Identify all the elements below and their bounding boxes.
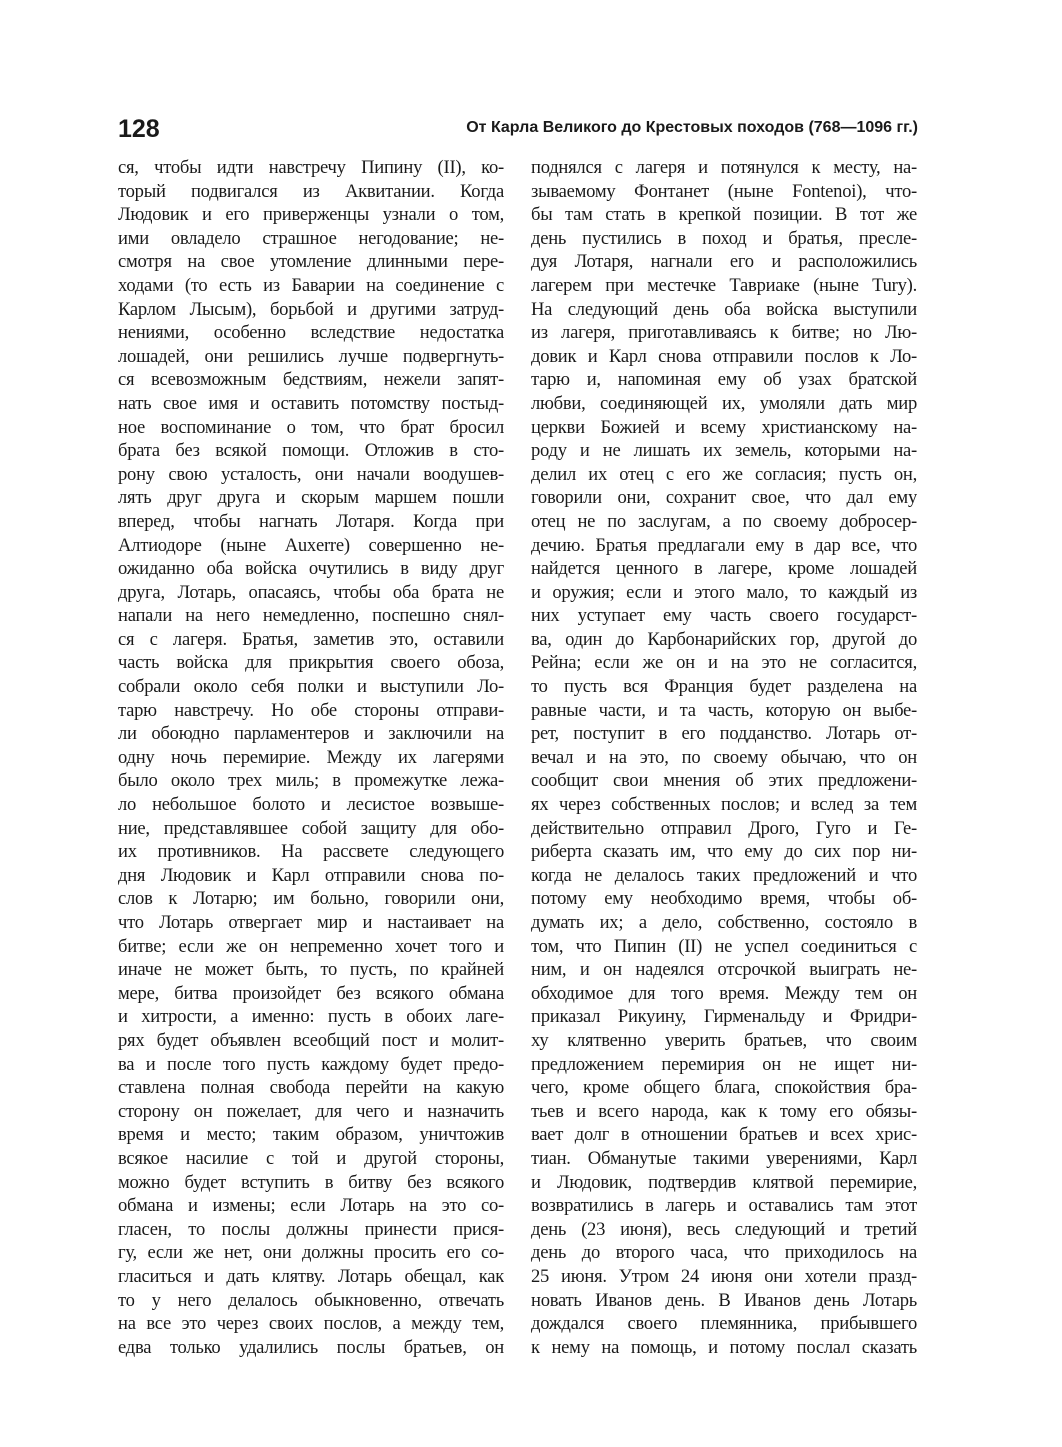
text-column-right <box>531 156 917 1359</box>
text-line: них уступает ему часть своего государст- <box>531 605 917 627</box>
text-line: дня Людовик и Карл отправили снова по- <box>118 864 504 886</box>
text-line: ся, чтобы идти навстречу Пипину (II), ко- <box>118 157 504 178</box>
text-line: одну ночь перемирие. Между их лагерями <box>118 746 504 768</box>
text-line: вает долг в отношении братьев и всех хрис- <box>531 1124 917 1146</box>
text-line: ное воспоминание о том, что брат бросил <box>118 416 504 438</box>
text-line: Алтиодоре (ныне Auxerre) совершенно не- <box>118 534 504 556</box>
text-line: ожиданно оба войска очутились в виду друг <box>118 558 504 580</box>
text-line: предложением перемирия он не ищет ни- <box>531 1053 917 1075</box>
text-line: когда не делалось таких предложений и что <box>531 864 917 886</box>
text-line: время и место; таким образом, уничтожив <box>118 1124 504 1146</box>
text-line: напали на него немедленно, поспешно снял- <box>118 605 504 627</box>
text-line: нениями, особенно вследствие недостатка <box>118 322 504 344</box>
text-line: друга, Лотарь, опасаясь, чтобы оба брата не <box>118 581 504 603</box>
text-line: слов к Лотарю; им больно, говорили они, <box>118 888 504 910</box>
text-line: на все это через своих послов, а между тем, <box>118 1313 504 1335</box>
text-line: день (23 июня), весь следующий и третий <box>531 1218 917 1240</box>
text-line: битве; если же он непременно хочет того и <box>118 935 504 957</box>
text-line: и хитрости, а именно: пусть в обоих лаге- <box>118 1006 504 1028</box>
text-line: любви, соединяющей их, умоляли дать мир <box>531 392 917 414</box>
text-line: ли обоюдно парламентеров и заключили на <box>118 723 504 745</box>
text-line: ва, один до Карбонарийских гор, другой до <box>531 628 917 650</box>
text-line: бы там стать в крепкой позиции. В тот же <box>531 204 917 226</box>
text-line: роду и не лишать их земель, которыми на- <box>531 440 917 462</box>
text-line: что Лотарь отвергает мир и настаивает на <box>118 912 504 933</box>
text-line: чего, кроме общего блага, спокойствия бра- <box>531 1077 917 1099</box>
text-line: ставлена полная свобода перейти на какую <box>118 1077 504 1099</box>
page-number: 128 <box>118 115 160 143</box>
text-line: ях через собственных послов; и вслед за тем <box>531 794 917 816</box>
text-line: дождался своего племянника, прибывшего <box>531 1313 917 1335</box>
text-line: ним, и он надеялся отсрочкой выиграть не- <box>531 959 917 981</box>
text-column-left <box>118 156 504 1359</box>
text-line: обмана и измены; если Лотарь на это со- <box>118 1195 504 1217</box>
text-line: ние, представлявшее собой защиту для обо- <box>118 817 504 839</box>
text-line: брата без всякой помощи. Отложив в сто- <box>118 440 504 462</box>
text-line: тьев и всего народа, как к тому его обязы- <box>531 1100 917 1122</box>
text-line: едва только удалились послы братьев, он <box>118 1336 504 1358</box>
text-line: вперед, чтобы нагнать Лотаря. Когда при <box>118 510 504 532</box>
text-line: часть войска для прикрытия своего обоза, <box>118 652 504 674</box>
text-line: лагерем при местечке Тавриаке (ныне Tury). <box>531 274 917 296</box>
text-line: ва и после того пусть каждому будет предо- <box>118 1053 504 1075</box>
text-line: ходами (то есть из Баварии на соединение с <box>118 274 504 296</box>
text-line: говорили они, сохранит свое, что дал ему <box>531 487 917 509</box>
text-line: день пустились в поход и братья, пресле- <box>531 227 917 249</box>
text-line: сообщит свои мнения об этих предложени- <box>531 770 917 792</box>
text-line: отец не по заслугам, а по своему добросер- <box>531 510 917 532</box>
text-line: Рейна; если же он и на это не согласится, <box>531 652 917 674</box>
text-line: ху клятвенно уверить братьев, что своим <box>531 1029 917 1051</box>
text-line: том, что Пипин (II) не успел соединиться с <box>531 935 917 957</box>
text-line: и оружия; если и этого мало, то каждый из <box>531 581 917 603</box>
text-line: день до второго часа, что приходилось на <box>531 1242 917 1264</box>
text-line: рону свою усталость, они начали воодушев- <box>118 463 504 485</box>
text-line: можно будет вступить в битву без всякого <box>118 1171 504 1193</box>
text-line: лошадей, они решились лучше подвергнуть- <box>118 345 504 367</box>
text-line: гласен, то послы должны принести прися- <box>118 1218 504 1240</box>
text-line: возвратились в лагерь и оставались там этот <box>531 1195 917 1217</box>
text-line: ся всевозможным бедствиям, нежели запят- <box>118 369 504 391</box>
text-line: тиан. Обманутые такими уверениями, Карл <box>531 1147 917 1169</box>
text-line: и Людовик, подтвердив клятвой перемирие, <box>531 1171 917 1193</box>
text-line: вечал и на это, по своему обычаю, что он <box>531 746 917 768</box>
text-line: нать свое имя и оставить потомству постыд- <box>118 392 504 414</box>
text-line: то у него делалось обыкновенно, отвечать <box>118 1289 504 1311</box>
text-line: гласиться и дать клятву. Лотарь обещал, как <box>118 1265 504 1287</box>
text-line: смотря на свое утомление длинными пере- <box>118 251 504 273</box>
text-line: зываемому Фонтанет (ныне Fontenoi), что- <box>531 180 917 202</box>
text-line: тарю навстречу. Но обе стороны отправи- <box>118 699 504 721</box>
text-line: к нему на помощь, и потому послал сказать <box>531 1336 917 1358</box>
running-title: От Карла Великого до Крестовых походов (768—1096 гг.) <box>466 119 918 136</box>
text-line: На следующий день оба войска выступили <box>531 298 917 320</box>
text-line: действительно отправил Дрого, Гуго и Ге- <box>531 817 917 839</box>
text-line: из лагеря, приготавливаясь к битве; но Лю- <box>531 322 917 344</box>
text-line: всякое насилие с той и другой стороны, <box>118 1147 504 1169</box>
text-line: обходимое для того время. Между тем он <box>531 982 917 1004</box>
text-line: дечию. Братья предлагали ему в дар все, что <box>531 534 917 556</box>
text-line: поднялся с лагеря и потянулся к месту, на- <box>531 157 917 178</box>
text-line: ло небольшое болото и лесистое возвыше- <box>118 794 504 816</box>
text-line: лять друг друга и скорым маршем пошли <box>118 487 504 509</box>
text-line: довик и Карл снова отправили послов к Ло- <box>531 345 917 367</box>
text-line: ся с лагеря. Братья, заметив это, оставили <box>118 628 504 650</box>
text-line: ими овладело страшное негодование; не- <box>118 227 504 249</box>
text-line: собрали около себя полки и выступили Ло- <box>118 676 504 698</box>
text-line: иначе не может быть, то пусть, по крайней <box>118 959 504 981</box>
text-line: делил их отец с его же согласия; пусть он, <box>531 463 917 485</box>
text-line: гу, если же нет, они должны просить его со- <box>118 1242 504 1264</box>
text-line: новать Иванов день. В Иванов день Лотарь <box>531 1289 917 1311</box>
text-line: тарю и, напоминая ему об узах братской <box>531 369 917 391</box>
text-line: их противников. На рассвете следующего <box>118 841 504 863</box>
text-line: приказал Рикуину, Гирменальду и Фридри- <box>531 1006 917 1028</box>
text-line: мере, битва произойдет без всякого обмана <box>118 982 504 1004</box>
text-line: торый подвигался из Аквитании. Когда <box>118 180 504 202</box>
text-line: равные части, и та часть, которую он выбе- <box>531 699 917 721</box>
text-line: то пусть вся Франция будет разделена на <box>531 676 917 698</box>
text-line: найдется ценного в лагере, кроме лошадей <box>531 558 917 580</box>
text-line: 25 июня. Утром 24 июня они хотели празд- <box>531 1265 917 1287</box>
text-line: церкви Божией и всему христианскому на- <box>531 416 917 438</box>
text-line: дуя Лотаря, нагнали его и расположились <box>531 251 917 273</box>
text-line: потому ему необходимо время, чтобы об- <box>531 888 917 910</box>
text-line: сторону он пожелает, для чего и назначить <box>118 1100 504 1122</box>
text-line: рях будет объявлен всеобщий пост и молит- <box>118 1029 504 1051</box>
text-line: было около трех миль; в промежутке лежа- <box>118 770 504 792</box>
page-header <box>118 112 918 152</box>
text-line: рет, поступит в его подданство. Лотарь от- <box>531 723 917 745</box>
text-line: Карлом Лысым), борьбой и другими затруд- <box>118 298 504 320</box>
text-line: думать их; а дело, собственно, состояло в <box>531 912 917 933</box>
text-line: риберта сказать им, что ему до сих пор ни- <box>531 841 917 863</box>
text-line: Людовик и его приверженцы узнали о том, <box>118 204 504 226</box>
